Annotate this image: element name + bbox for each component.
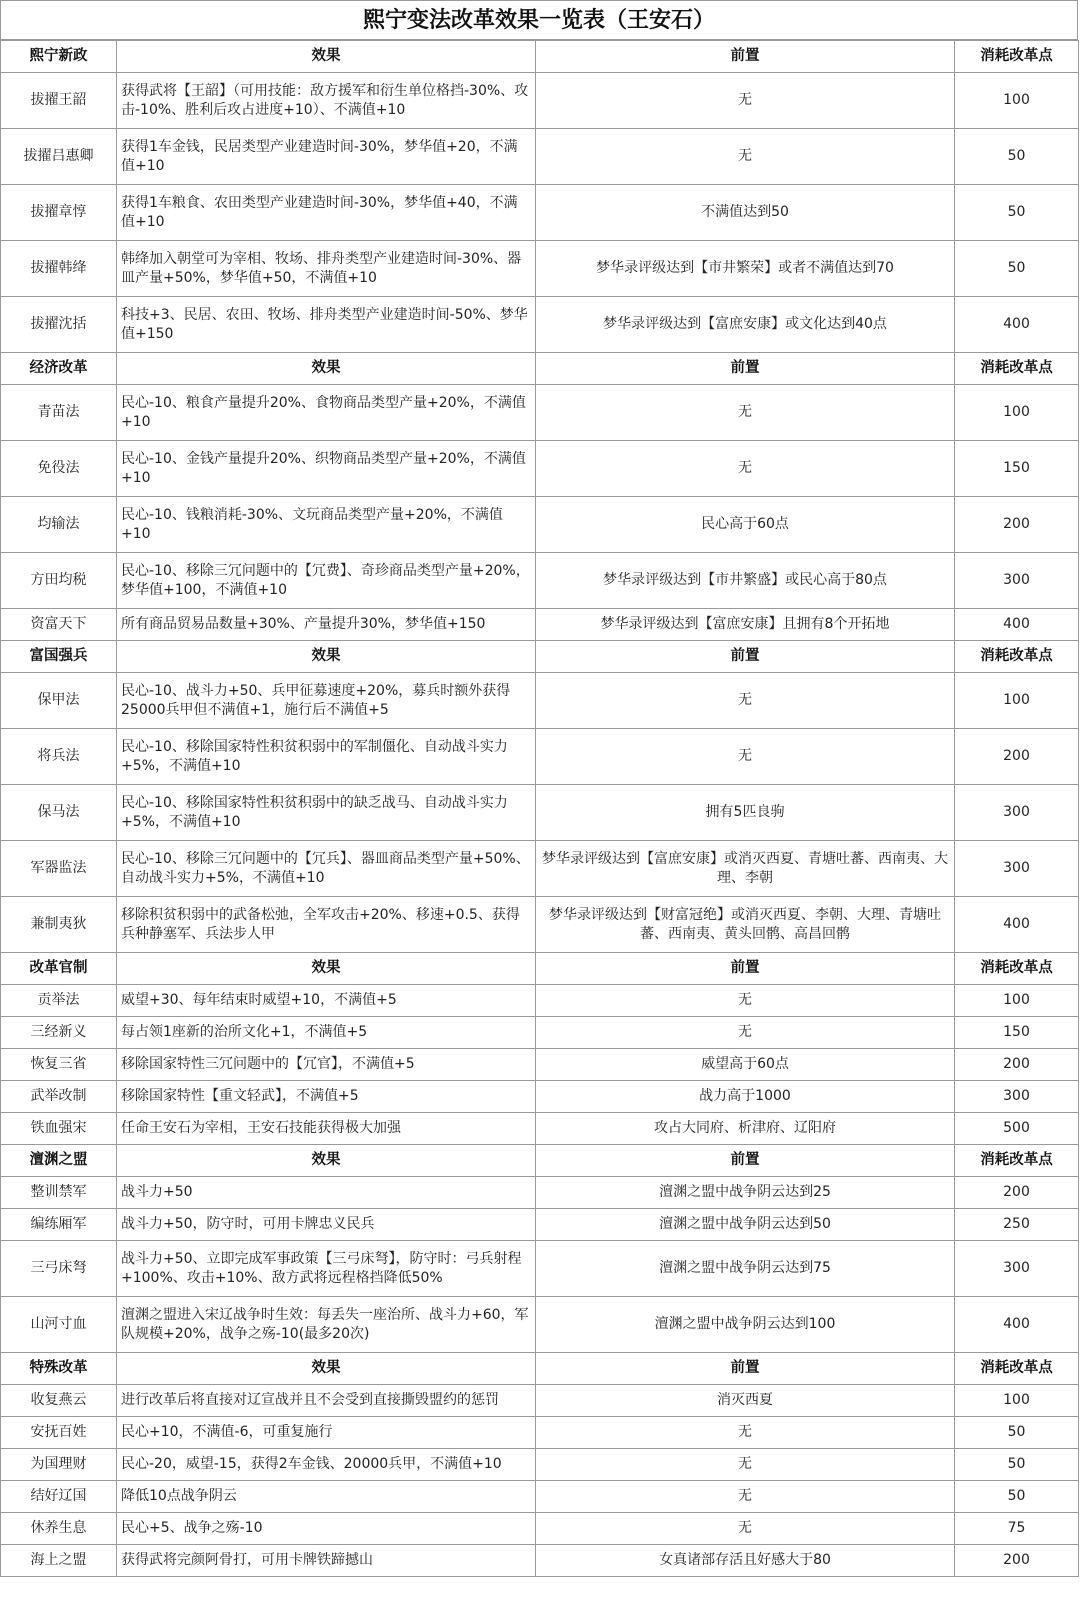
table-row: [1, 129, 1079, 185]
reform-cost: 400: [955, 609, 1079, 641]
reform-name: 资富天下: [1, 609, 117, 641]
reform-prerequisite: 梦华录评级达到【市井繁盛】或民心高于80点: [536, 553, 955, 609]
reform-cost: 300: [955, 841, 1079, 897]
reform-prerequisite: 无: [536, 1449, 955, 1481]
reform-name: 青苗法: [1, 385, 117, 441]
reform-effect: 民心-10、金钱产量提升20%、织物商品类型产量+20%，不满值+10: [117, 441, 536, 497]
column-header-prerequisite: 前置: [536, 353, 955, 385]
reform-prerequisite: 拥有5匹良驹: [536, 785, 955, 841]
reform-name: 方田均税: [1, 553, 117, 609]
column-header-prerequisite: 前置: [536, 641, 955, 673]
reform-prerequisite: 无: [536, 1017, 955, 1049]
column-header-cost: 消耗改革点: [955, 1353, 1079, 1385]
reform-cost: 300: [955, 553, 1079, 609]
reform-prerequisite: 无: [536, 673, 955, 729]
reform-cost: 200: [955, 1049, 1079, 1081]
reform-prerequisite: 无: [536, 129, 955, 185]
reform-prerequisite: 澶渊之盟中战争阴云达到50: [536, 1209, 955, 1241]
table-row: [1, 185, 1079, 241]
reform-prerequisite: 无: [536, 441, 955, 497]
reform-effect: 科技+3、民居、农田、牧场、排舟类型产业建造时间-50%、梦华值+150: [117, 297, 536, 353]
reform-effect: 民心-10、战斗力+50、兵甲征募速度+20%，募兵时额外获得25000兵甲但不满值+1，施行后不满值+5: [117, 673, 536, 729]
reform-effect: 民心+5、战争之殇-10: [117, 1513, 536, 1545]
reform-prerequisite: 澶渊之盟中战争阴云达到25: [536, 1177, 955, 1209]
reform-name: 保甲法: [1, 673, 117, 729]
reform-cost: 75: [955, 1513, 1079, 1545]
reform-table: [0, 40, 1079, 1577]
reform-cost: 50: [955, 1417, 1079, 1449]
reform-name: 休养生息: [1, 1513, 117, 1545]
table-row: [1, 497, 1079, 553]
reform-cost: 200: [955, 497, 1079, 553]
reform-name: 结好辽国: [1, 1481, 117, 1513]
column-header-effect: 效果: [117, 1353, 536, 1385]
reform-name: 为国理财: [1, 1449, 117, 1481]
reform-name: 拔擢王韶: [1, 73, 117, 129]
reform-effect: 民心-10、粮食产量提升20%、食物商品类型产量+20%，不满值+10: [117, 385, 536, 441]
reform-cost: 300: [955, 1241, 1079, 1297]
reform-name: 铁血强宋: [1, 1113, 117, 1145]
reform-effect: 移除国家特性【重文轻武】，不满值+5: [117, 1081, 536, 1113]
column-header-cost: 消耗改革点: [955, 953, 1079, 985]
reform-effect: 获得1车粮食、农田类型产业建造时间-30%，梦华值+40，不满值+10: [117, 185, 536, 241]
column-header-cost: 消耗改革点: [955, 353, 1079, 385]
table-row: [1, 609, 1079, 641]
table-row: [1, 441, 1079, 497]
column-header-effect: 效果: [117, 353, 536, 385]
reform-effect: 所有商品贸易品数量+30%、产量提升30%，梦华值+150: [117, 609, 536, 641]
reform-prerequisite: 威望高于60点: [536, 1049, 955, 1081]
reform-name: 三经新义: [1, 1017, 117, 1049]
reform-effect: 民心+10，不满值-6，可重复施行: [117, 1417, 536, 1449]
table-row: [1, 673, 1079, 729]
table-row: [1, 841, 1079, 897]
reform-cost: 150: [955, 441, 1079, 497]
table-row: [1, 73, 1079, 129]
section-name: 特殊改革: [1, 1353, 117, 1385]
reform-effect: 战斗力+50，防守时，可用卡牌忠义民兵: [117, 1209, 536, 1241]
section-name: 改革官制: [1, 953, 117, 985]
column-header-effect: 效果: [117, 1145, 536, 1177]
reform-cost: 500: [955, 1113, 1079, 1145]
column-header-effect: 效果: [117, 641, 536, 673]
reform-name: 贡举法: [1, 985, 117, 1017]
section-header-row: [1, 1353, 1079, 1385]
table-row: [1, 1049, 1079, 1081]
reform-name: 军器监法: [1, 841, 117, 897]
table-row: [1, 1017, 1079, 1049]
column-header-prerequisite: 前置: [536, 953, 955, 985]
reform-name: 免役法: [1, 441, 117, 497]
reform-cost: 50: [955, 241, 1079, 297]
table-row: [1, 241, 1079, 297]
reform-prerequisite: 女真诸部存活且好感大于80: [536, 1545, 955, 1577]
table-row: [1, 553, 1079, 609]
reform-effect: 进行改革后将直接对辽宣战并且不会受到直接撕毁盟约的惩罚: [117, 1385, 536, 1417]
section-name: 熙宁新政: [1, 41, 117, 73]
reform-name: 恢复三省: [1, 1049, 117, 1081]
reform-prerequisite: 消灭西夏: [536, 1385, 955, 1417]
reform-effect: 降低10点战争阴云: [117, 1481, 536, 1513]
reform-prerequisite: 澶渊之盟中战争阴云达到75: [536, 1241, 955, 1297]
reform-name: 拔擢沈括: [1, 297, 117, 353]
reform-name: 拔擢韩绛: [1, 241, 117, 297]
reform-cost: 300: [955, 1081, 1079, 1113]
reform-cost: 200: [955, 1545, 1079, 1577]
reform-prerequisite: 梦华录评级达到【市井繁荣】或者不满值达到70: [536, 241, 955, 297]
reform-effect: 每占领1座新的治所文化+1，不满值+5: [117, 1017, 536, 1049]
table-row: [1, 1177, 1079, 1209]
reform-effect: 民心-10、钱粮消耗-30%、文玩商品类型产量+20%，不满值+10: [117, 497, 536, 553]
section-header-row: [1, 641, 1079, 673]
table-row: [1, 985, 1079, 1017]
reform-name: 武举改制: [1, 1081, 117, 1113]
reform-prerequisite: 攻占大同府、析津府、辽阳府: [536, 1113, 955, 1145]
reform-name: 将兵法: [1, 729, 117, 785]
column-header-cost: 消耗改革点: [955, 641, 1079, 673]
reform-prerequisite: 无: [536, 1481, 955, 1513]
table-row: [1, 297, 1079, 353]
column-header-cost: 消耗改革点: [955, 1145, 1079, 1177]
reform-name: 保马法: [1, 785, 117, 841]
reform-name: 均输法: [1, 497, 117, 553]
section-header-row: [1, 953, 1079, 985]
reform-effect: 获得武将完颜阿骨打，可用卡牌铁蹄撼山: [117, 1545, 536, 1577]
reform-effect: 获得1车金钱，民居类型产业建造时间-30%，梦华值+20，不满值+10: [117, 129, 536, 185]
reform-prerequisite: 民心高于60点: [536, 497, 955, 553]
column-header-prerequisite: 前置: [536, 1145, 955, 1177]
reform-name: 三弓床弩: [1, 1241, 117, 1297]
column-header-effect: 效果: [117, 953, 536, 985]
table-row: [1, 1209, 1079, 1241]
reform-cost: 400: [955, 1297, 1079, 1353]
reform-prerequisite: 澶渊之盟中战争阴云达到100: [536, 1297, 955, 1353]
column-header-prerequisite: 前置: [536, 1353, 955, 1385]
reform-prerequisite: 梦华录评级达到【财富冠绝】或消灭西夏、李朝、大理、青塘吐蕃、西南夷、黄头回鹘、高昌回鹘: [536, 897, 955, 953]
reform-effect: 移除国家特性三冗问题中的【冗官】，不满值+5: [117, 1049, 536, 1081]
reform-effect: 民心-10、移除三冗问题中的【冗费】、奇珍商品类型产量+20%，梦华值+100，不满值+10: [117, 553, 536, 609]
reform-effect: 澶渊之盟进入宋辽战争时生效：每丢失一座治所、战斗力+60，军队规模+20%，战争之殇-10(最多20次): [117, 1297, 536, 1353]
reform-effect: 民心-10、移除国家特性积贫积弱中的军制僵化、自动战斗实力+5%，不满值+10: [117, 729, 536, 785]
section-name: 经济改革: [1, 353, 117, 385]
section-header-row: [1, 353, 1079, 385]
table-row: [1, 1113, 1079, 1145]
reform-name: 山河寸血: [1, 1297, 117, 1353]
reform-effect: 战斗力+50、立即完成军事政策【三弓床弩】，防守时：弓兵射程+100%、攻击+10%、敌方武将远程格挡降低50%: [117, 1241, 536, 1297]
reform-prerequisite: 无: [536, 73, 955, 129]
reform-name: 整训禁军: [1, 1177, 117, 1209]
reform-prerequisite: 战力高于1000: [536, 1081, 955, 1113]
reform-cost: 400: [955, 297, 1079, 353]
reform-effect: 获得武将【王韶】（可用技能：敌方援军和衍生单位格挡-30%、攻击-10%、胜利后攻占进度+10）、不满值+10: [117, 73, 536, 129]
table-row: [1, 1297, 1079, 1353]
table-row: [1, 1385, 1079, 1417]
table-row: [1, 385, 1079, 441]
column-header-prerequisite: 前置: [536, 41, 955, 73]
table-row: [1, 1241, 1079, 1297]
reform-cost: 200: [955, 729, 1079, 785]
reform-effect: 民心-10、移除三冗问题中的【冗兵】、器皿商品类型产量+50%、自动战斗实力+5%，不满值+10: [117, 841, 536, 897]
reform-cost: 400: [955, 897, 1079, 953]
reform-name: 拔擢吕惠卿: [1, 129, 117, 185]
reform-prerequisite: 不满值达到50: [536, 185, 955, 241]
column-header-effect: 效果: [117, 41, 536, 73]
reform-effect: 移除积贫积弱中的武备松弛，全军攻击+20%、移速+0.5、获得兵种静塞军、兵法步人甲: [117, 897, 536, 953]
reform-effect: 威望+30、每年结束时威望+10，不满值+5: [117, 985, 536, 1017]
reform-cost: 100: [955, 385, 1079, 441]
reform-cost: 50: [955, 185, 1079, 241]
reform-prerequisite: 无: [536, 1513, 955, 1545]
reform-effect: 韩绛加入朝堂可为宰相、牧场、排舟类型产业建造时间-30%、器皿产量+50%，梦华值+50，不满值+10: [117, 241, 536, 297]
section-name: 富国强兵: [1, 641, 117, 673]
document-title: 熙宁变法改革效果一览表（王安石）: [0, 0, 1078, 40]
reform-prerequisite: 梦华录评级达到【富庶安康】且拥有8个开拓地: [536, 609, 955, 641]
reform-cost: 100: [955, 73, 1079, 129]
reform-prerequisite: 梦华录评级达到【富庶安康】或消灭西夏、青塘吐蕃、西南夷、大理、李朝: [536, 841, 955, 897]
reform-cost: 250: [955, 1209, 1079, 1241]
reform-prerequisite: 梦华录评级达到【富庶安康】或文化达到40点: [536, 297, 955, 353]
section-name: 澶渊之盟: [1, 1145, 117, 1177]
reform-cost: 50: [955, 1449, 1079, 1481]
reform-effect: 任命王安石为宰相，王安石技能获得极大加强: [117, 1113, 536, 1145]
table-row: [1, 1449, 1079, 1481]
reform-effect: 民心-20，威望-15，获得2车金钱、20000兵甲，不满值+10: [117, 1449, 536, 1481]
reform-name: 收复燕云: [1, 1385, 117, 1417]
reform-prerequisite: 无: [536, 1417, 955, 1449]
section-header-row: [1, 41, 1079, 73]
reform-prerequisite: 无: [536, 985, 955, 1017]
reform-name: 海上之盟: [1, 1545, 117, 1577]
column-header-cost: 消耗改革点: [955, 41, 1079, 73]
reform-cost: 50: [955, 129, 1079, 185]
reform-cost: 100: [955, 673, 1079, 729]
table-row: [1, 1081, 1079, 1113]
reform-prerequisite: 无: [536, 385, 955, 441]
reform-name: 拔擢章惇: [1, 185, 117, 241]
table-row: [1, 1545, 1079, 1577]
reform-effect: 民心-10、移除国家特性积贫积弱中的缺乏战马、自动战斗实力+5%，不满值+10: [117, 785, 536, 841]
reform-cost: 200: [955, 1177, 1079, 1209]
reform-effect: 战斗力+50: [117, 1177, 536, 1209]
reform-prerequisite: 无: [536, 729, 955, 785]
reform-name: 编练厢军: [1, 1209, 117, 1241]
reform-cost: 100: [955, 985, 1079, 1017]
reform-cost: 150: [955, 1017, 1079, 1049]
reform-name: 兼制夷狄: [1, 897, 117, 953]
table-row: [1, 729, 1079, 785]
table-row: [1, 1513, 1079, 1545]
reform-name: 安抚百姓: [1, 1417, 117, 1449]
table-row: [1, 785, 1079, 841]
table-row: [1, 897, 1079, 953]
section-header-row: [1, 1145, 1079, 1177]
table-row: [1, 1417, 1079, 1449]
table-row: [1, 1481, 1079, 1513]
reform-cost: 300: [955, 785, 1079, 841]
reform-cost: 50: [955, 1481, 1079, 1513]
reform-cost: 100: [955, 1385, 1079, 1417]
